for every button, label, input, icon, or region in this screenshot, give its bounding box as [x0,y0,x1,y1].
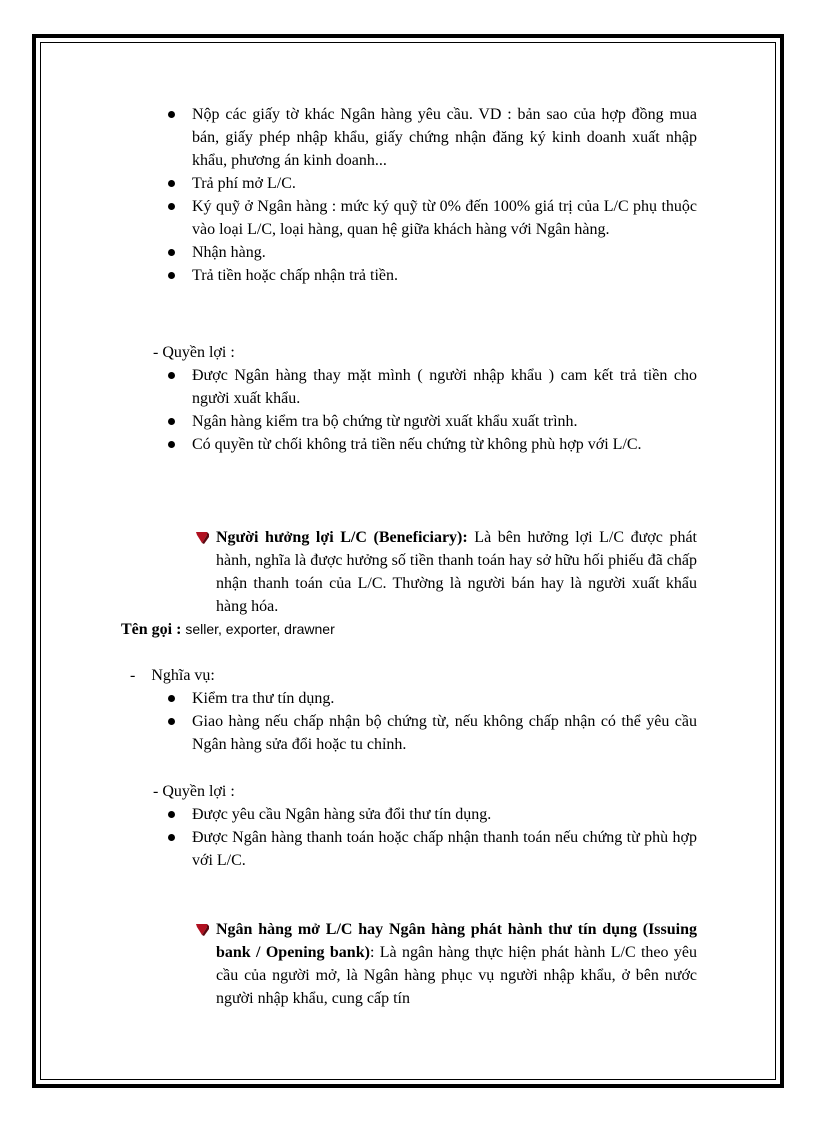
list-item: Ngân hàng kiểm tra bộ chứng từ người xuất khẩu xuất trình. [192,410,697,433]
bullet-icon [168,718,175,725]
beneficiary-paragraph [216,526,697,618]
list-item: Giao hàng nếu chấp nhận bộ chứng từ, nếu không chấp nhận có thể yêu cầu Ngân hàng sửa đổi hoặc tu chỉnh. [192,710,697,756]
list-item: Có quyền từ chối không trả tiền nếu chứng từ không phù hợp với L/C. [192,433,697,456]
bullet-icon [168,695,175,702]
list-item: Nhận hàng. [192,241,697,264]
bullet-icon [168,111,175,118]
bullet-icon [168,834,175,841]
list-item: Kiểm tra thư tín dụng. [192,687,697,710]
bullet-icon [168,372,175,379]
bullet-icon [168,272,175,279]
obligations-list-2 [192,687,697,756]
rights-heading-1: - Quyền lợi : [153,344,235,361]
rights-list-2 [192,803,697,872]
arrow-bullet-icon [194,529,210,545]
list-item: Nộp các giấy tờ khác Ngân hàng yêu cầu. VD : bản sao của hợp đồng mua bán, giấy phép nhập khẩu, giấy chứng nhận đăng ký kinh doanh xuất nhập khẩu, phương án kinh doanh... [192,103,697,172]
list-item: Trả tiền hoặc chấp nhận trả tiền. [192,264,697,287]
list-item: Được Ngân hàng thanh toán hoặc chấp nhận thanh toán nếu chứng từ phù hợp với L/C. [192,826,697,872]
beneficiary-text: Là bên hưởng lợi L/C được phát hành, nghĩa là được hưởng số tiền thanh toán hay sở hữu hối phiếu đã chấp nhận thanh toán của L/C. Thường là người bán hay là người xuất khẩu hàng hóa. [216,529,697,615]
arrow-bullet-icon [194,921,210,937]
names-value: seller, exporter, drawner [181,621,335,637]
beneficiary-title: Người hưởng lợi L/C (Beneficiary): [216,529,468,546]
names-line [121,618,335,641]
bullet-icon [168,249,175,256]
bullet-icon [168,180,175,187]
list-item: Được yêu cầu Ngân hàng sửa đổi thư tín dụng. [192,803,697,826]
bullet-icon [168,811,175,818]
issuing-bank-text: : Là ngân hàng thực hiện phát hành L/C theo yêu cầu của người mở, là Ngân hàng phục vụ người nhập khẩu, ở bên nước người nhập khẩu, cung cấp tín [216,944,697,1007]
list-item: Được Ngân hàng thay mặt mình ( người nhập khẩu ) cam kết trả tiền cho người xuất khẩu. [192,364,697,410]
names-label: Tên gọi : [121,621,182,638]
list-item: Ký quỹ ở Ngân hàng : mức ký quỹ từ 0% đến 100% giá trị của L/C phụ thuộc vào loại L/C, loại hàng, quan hệ giữa khách hàng với Ngân hàng. [192,195,697,241]
bullet-icon [168,203,175,210]
issuing-bank-paragraph [216,918,697,1010]
issuing-bank-title: Ngân hàng mở L/C hay Ngân hàng phát hành thư tín dụng (Issuing bank / Opening bank) [216,921,697,961]
obligations-list-1 [192,103,697,287]
obligations-heading-2: - Nghĩa vụ: [130,667,215,684]
rights-list-1 [192,364,697,456]
bullet-icon [168,441,175,448]
bullet-icon [168,418,175,425]
rights-heading-2: - Quyền lợi : [153,783,235,800]
list-item: Trả phí mở L/C. [192,172,697,195]
